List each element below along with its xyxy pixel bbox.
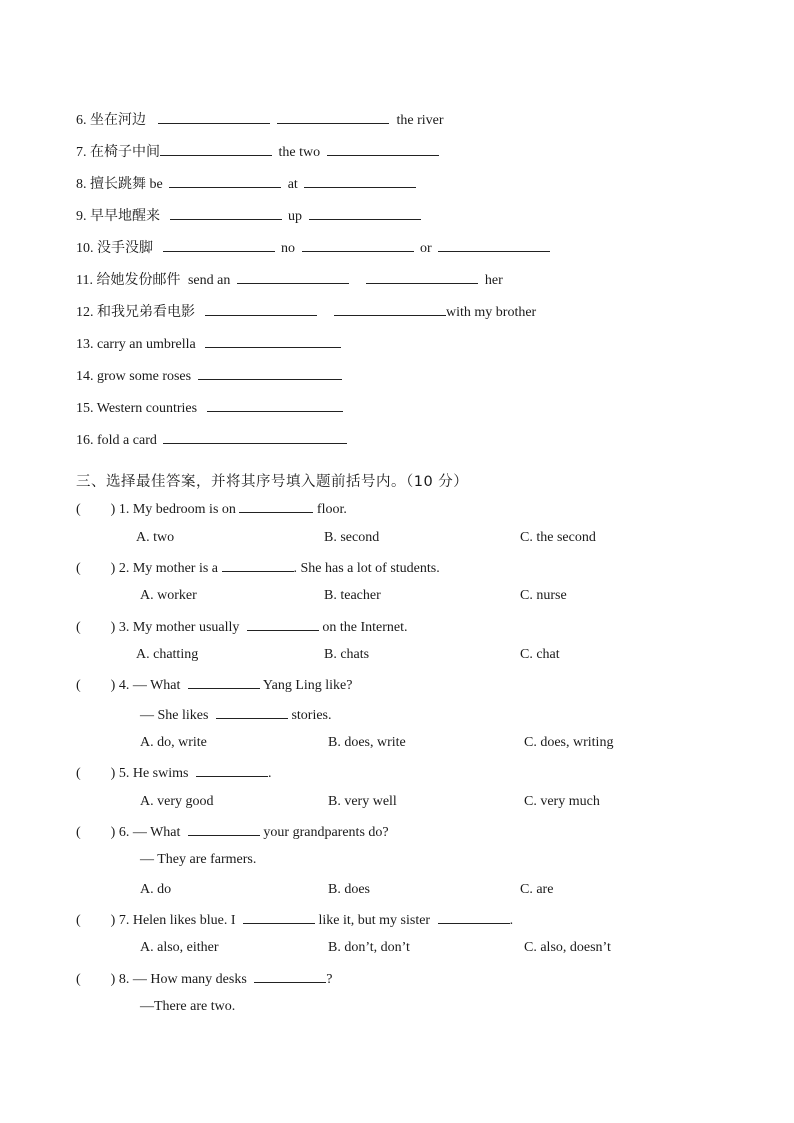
phrase-text: up <box>288 209 302 224</box>
option-a: A. also, either <box>140 940 219 955</box>
open-paren: ( <box>76 972 81 987</box>
answer-blank[interactable] <box>247 618 319 631</box>
close-paren: ) <box>110 766 116 781</box>
phrase-text: the two <box>278 145 321 160</box>
phrase-6 <box>76 111 444 129</box>
question-number: 2. <box>118 561 130 576</box>
answer-blank[interactable] <box>237 271 349 284</box>
question-stem: — What <box>132 825 181 840</box>
answer-blank[interactable] <box>302 239 414 252</box>
phrase-number: 6. <box>76 113 87 128</box>
phrase-number: 9. <box>76 209 87 224</box>
question-stem: — They are farmers. <box>140 852 257 867</box>
question-stem: My bedroom is on <box>132 502 236 517</box>
answer-blank[interactable] <box>366 271 478 284</box>
question-stem: Helen likes blue. I <box>132 913 236 928</box>
answer-blank[interactable] <box>222 559 294 572</box>
question-stem: — How many desks <box>132 972 247 987</box>
question-line <box>76 823 389 841</box>
section-heading: 三、选择最佳答案，并将其序号填入题前括号内。（10 分） <box>76 474 469 490</box>
option-c: C. nurse <box>520 588 567 603</box>
phrase-text: grow some roses <box>97 369 192 384</box>
answer-blank[interactable] <box>196 764 268 777</box>
phrase-10 <box>76 239 550 257</box>
question-number: 4. <box>118 678 130 693</box>
question-stem: . She has a lot of students. <box>293 561 440 576</box>
answer-blank[interactable] <box>163 239 275 252</box>
close-paren: ) <box>110 825 116 840</box>
question-stem: — What <box>132 678 181 693</box>
phrase-12 <box>76 303 536 321</box>
phrase-text: her <box>484 273 503 288</box>
phrase-number: 14. <box>76 369 94 384</box>
option-b: B. second <box>324 530 380 545</box>
answer-blank[interactable] <box>205 303 317 316</box>
close-paren: ) <box>110 678 116 693</box>
question-stem: Yang Ling like? <box>262 678 353 693</box>
option-b: B. chats <box>324 647 370 662</box>
answer-blank[interactable] <box>243 911 315 924</box>
phrase-text: fold a card <box>97 433 157 448</box>
phrase-number: 11. <box>76 273 93 288</box>
open-paren: ( <box>76 825 81 840</box>
phrase-chinese: 没手没脚 <box>97 240 153 256</box>
phrase-text: or <box>420 241 432 256</box>
option-a: A. chatting <box>136 647 199 662</box>
phrase-text: the river <box>396 113 444 128</box>
close-paren: ) <box>110 972 116 987</box>
option-c: C. chat <box>520 647 560 662</box>
question-line <box>76 500 347 518</box>
open-paren: ( <box>76 766 81 781</box>
answer-blank[interactable] <box>198 367 342 380</box>
answer-blank[interactable] <box>158 111 270 124</box>
phrase-13 <box>76 335 341 353</box>
option-b: B. don’t, don’t <box>328 940 410 955</box>
question-line <box>76 911 513 929</box>
phrase-number: 12. <box>76 305 94 320</box>
phrase-16 <box>76 431 347 449</box>
answer-blank[interactable] <box>216 706 288 719</box>
question-line <box>76 618 408 636</box>
question-stem: . <box>267 766 272 781</box>
phrase-text: at <box>287 177 298 192</box>
phrase-text: send an <box>187 273 231 288</box>
answer-blank[interactable] <box>438 911 510 924</box>
phrase-number: 7. <box>76 145 87 160</box>
option-a: A. worker <box>140 588 197 603</box>
phrase-number: 10. <box>76 241 94 256</box>
answer-blank[interactable] <box>327 143 439 156</box>
answer-blank[interactable] <box>254 970 326 983</box>
option-a: A. two <box>136 530 175 545</box>
option-a: A. do, write <box>140 735 207 750</box>
option-c: C. very much <box>524 794 600 809</box>
phrase-11 <box>76 271 503 289</box>
answer-blank[interactable] <box>334 303 446 316</box>
option-b: B. very well <box>328 794 397 809</box>
question-stem: your grandparents do? <box>263 825 389 840</box>
option-a: A. do <box>140 882 172 897</box>
phrase-chinese: 坐在河边 <box>90 112 146 128</box>
question-number: 5. <box>118 766 130 781</box>
phrase-chinese: 在椅子中间 <box>90 144 160 160</box>
question-stem: —There are two. <box>140 999 236 1014</box>
open-paren: ( <box>76 913 81 928</box>
phrase-number: 13. <box>76 337 94 352</box>
option-c: C. does, writing <box>524 735 614 750</box>
phrase-text: carry an umbrella <box>97 337 196 352</box>
close-paren: ) <box>110 913 116 928</box>
option-b: B. teacher <box>324 588 381 603</box>
answer-blank[interactable] <box>188 823 260 836</box>
open-paren: ( <box>76 561 81 576</box>
answer-blank[interactable] <box>207 399 343 412</box>
phrase-text: with my brother <box>446 305 537 320</box>
question-line <box>76 559 440 577</box>
phrase-7 <box>76 143 439 161</box>
answer-blank[interactable] <box>309 207 421 220</box>
question-stem: He swims <box>132 766 189 781</box>
answer-blank[interactable] <box>205 335 341 348</box>
phrase-chinese: 擅长跳舞 <box>90 176 146 192</box>
question-stem: on the Internet. <box>322 620 408 635</box>
question-number: 1. <box>118 502 130 517</box>
answer-blank[interactable] <box>277 111 389 124</box>
answer-blank[interactable] <box>160 143 272 156</box>
answer-blank[interactable] <box>438 239 550 252</box>
phrase-chinese: 给她发份邮件 <box>96 272 181 288</box>
option-c: C. also, doesn’t <box>524 940 611 955</box>
question-stem: ? <box>326 972 333 987</box>
option-b: B. does <box>328 882 370 897</box>
question-line <box>76 676 352 694</box>
phrase-chinese: 和我兄弟看电影 <box>97 304 195 320</box>
phrase-number: 15. <box>76 401 94 416</box>
answer-blank[interactable] <box>170 207 282 220</box>
question-number: 7. <box>118 913 130 928</box>
answer-blank[interactable] <box>163 431 347 444</box>
close-paren: ) <box>110 502 116 517</box>
question-line <box>76 970 333 988</box>
answer-blank[interactable] <box>304 175 416 188</box>
question-stem: My mother is a <box>132 561 218 576</box>
phrase-text: Western countries <box>96 401 198 416</box>
question-stem: floor. <box>316 502 347 517</box>
answer-blank[interactable] <box>188 676 260 689</box>
open-paren: ( <box>76 620 81 635</box>
close-paren: ) <box>110 561 116 576</box>
phrase-text: no <box>281 241 295 256</box>
open-paren: ( <box>76 678 81 693</box>
option-c: C. the second <box>520 530 596 545</box>
answer-blank[interactable] <box>169 175 281 188</box>
phrase-number: 8. <box>76 177 87 192</box>
question-line <box>76 764 271 782</box>
question-stem: like it, but my sister <box>318 913 431 928</box>
phrase-number: 16. <box>76 433 94 448</box>
question-stem: — She likes <box>140 708 209 723</box>
close-paren: ) <box>110 620 116 635</box>
phrase-chinese: 早早地醒来 <box>90 208 160 224</box>
option-b: B. does, write <box>328 735 406 750</box>
phrase-text: be <box>149 177 163 192</box>
question-number: 6. <box>118 825 130 840</box>
question-stem: . <box>509 913 514 928</box>
phrase-9 <box>76 207 421 225</box>
answer-blank[interactable] <box>239 500 313 513</box>
question-number: 3. <box>118 620 130 635</box>
phrase-8 <box>76 175 416 193</box>
option-a: A. very good <box>140 794 214 809</box>
phrase-14 <box>76 367 342 385</box>
option-c: C. are <box>520 882 554 897</box>
phrase-15 <box>76 399 343 417</box>
question-number: 8. <box>118 972 130 987</box>
open-paren: ( <box>76 502 81 517</box>
question-line <box>140 706 332 724</box>
question-stem: stories. <box>291 708 332 723</box>
question-stem: My mother usually <box>132 620 240 635</box>
